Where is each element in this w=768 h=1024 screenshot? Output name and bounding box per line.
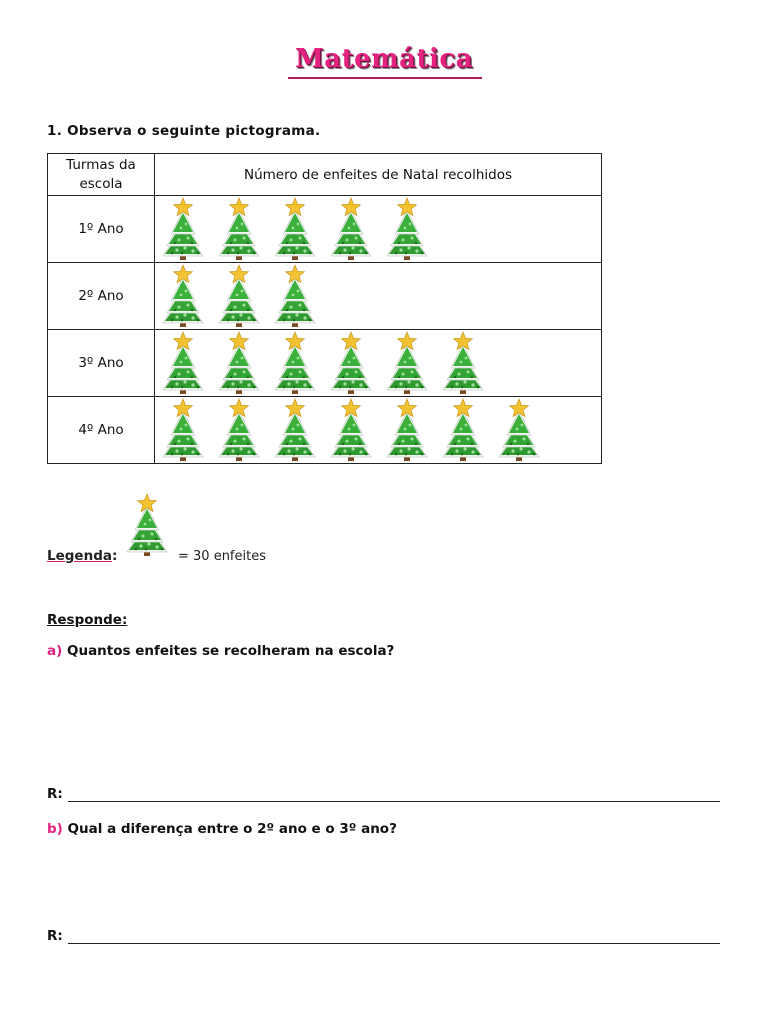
row-trees <box>155 196 602 263</box>
tree-row <box>155 263 601 329</box>
row-trees <box>155 263 602 330</box>
christmas-tree-icon <box>267 263 323 329</box>
respond-heading: Responde: <box>47 612 128 628</box>
christmas-tree-icon <box>435 330 491 396</box>
christmas-tree-icon <box>323 196 379 262</box>
christmas-tree-icon <box>435 397 491 463</box>
page-title: Matemática <box>294 44 474 74</box>
row-label: 2º Ano <box>48 263 155 330</box>
question-a-letter: a) <box>47 643 63 659</box>
table-row <box>48 196 602 263</box>
christmas-tree-icon <box>211 263 267 329</box>
christmas-tree-icon <box>323 397 379 463</box>
christmas-tree-icon <box>379 397 435 463</box>
table-row <box>48 330 602 397</box>
question-a-text: Quantos enfeites se recolheram na escola? <box>66 643 395 659</box>
christmas-tree-icon <box>267 330 323 396</box>
row-label: 1º Ano <box>48 196 155 263</box>
row-trees <box>155 397 602 464</box>
question-a <box>47 643 394 659</box>
legend-label <box>47 548 117 564</box>
question-1-text: 1. Observa o seguinte pictograma. <box>47 123 321 139</box>
christmas-tree-icon <box>155 196 211 262</box>
row-trees <box>155 330 602 397</box>
answer-a-line[interactable] <box>68 801 720 802</box>
tree-row <box>155 330 601 396</box>
christmas-tree-icon <box>155 397 211 463</box>
table-row <box>48 397 602 464</box>
row-label: 4º Ano <box>48 397 155 464</box>
question-b <box>47 821 397 837</box>
legend-value: = 30 enfeites <box>178 549 266 564</box>
christmas-tree-icon <box>323 330 379 396</box>
christmas-tree-icon <box>119 492 175 558</box>
christmas-tree-icon <box>211 330 267 396</box>
christmas-tree-icon <box>267 397 323 463</box>
christmas-tree-icon <box>211 196 267 262</box>
christmas-tree-icon <box>267 196 323 262</box>
answer-b-prefix: R: <box>47 928 63 944</box>
christmas-tree-icon <box>491 397 547 463</box>
christmas-tree-icon <box>211 397 267 463</box>
christmas-tree-icon <box>379 330 435 396</box>
legend-label-text: Legenda <box>47 548 112 564</box>
christmas-tree-icon <box>155 263 211 329</box>
legend <box>47 490 447 570</box>
question-b-text: Qual a diferença entre o 2º ano e o 3º ano? <box>67 821 397 837</box>
legend-colon: : <box>111 548 118 564</box>
title-underline <box>288 77 482 79</box>
header-class-cell: Turmas da escola <box>48 154 155 196</box>
question-b-letter: b) <box>47 821 63 837</box>
answer-a-prefix: R: <box>47 786 63 802</box>
answer-b-line[interactable] <box>68 943 720 944</box>
tree-row <box>155 397 601 463</box>
table-header-row <box>48 154 602 196</box>
table-row <box>48 263 602 330</box>
christmas-tree-icon <box>155 330 211 396</box>
header-count-cell: Número de enfeites de Natal recolhidos <box>155 154 602 196</box>
tree-row <box>155 196 601 262</box>
row-label: 3º Ano <box>48 330 155 397</box>
christmas-tree-icon <box>379 196 435 262</box>
pictogram-table <box>47 153 602 464</box>
